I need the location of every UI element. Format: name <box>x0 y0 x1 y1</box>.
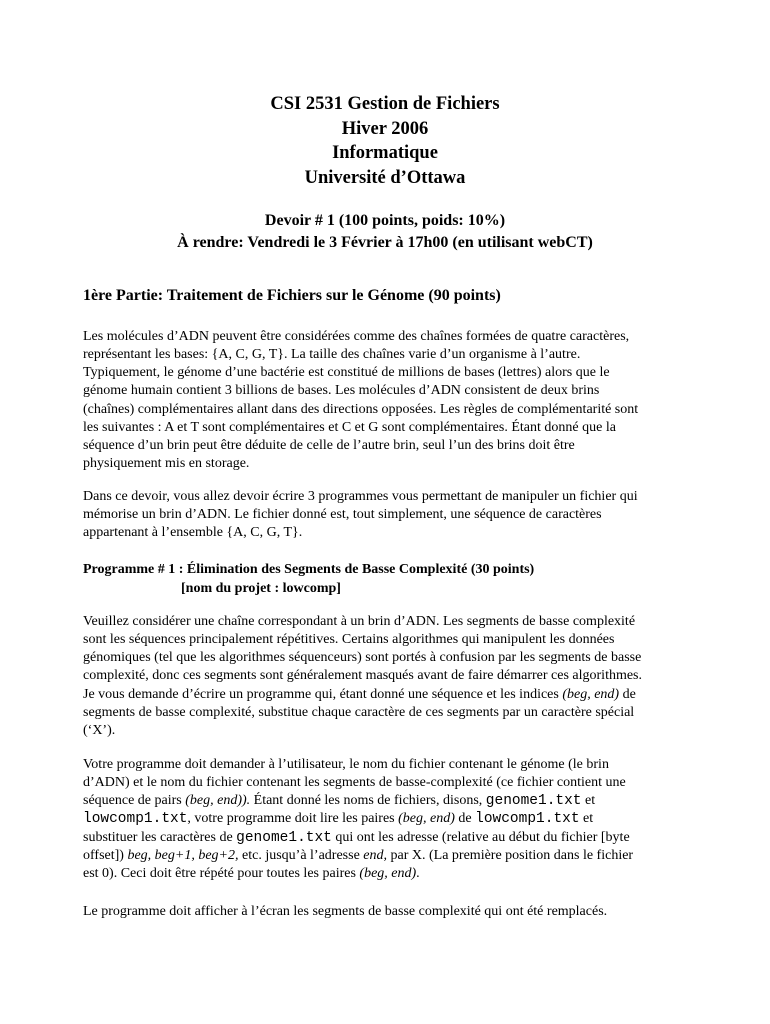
text-line: est 0). Ceci doit être répété pour toutes les paires (beg, end). <box>83 865 420 881</box>
text-line: offset]) beg, beg+1, beg+2, etc. jusqu’à l’adresse end, par X. (La première position dans le fichier <box>83 847 634 863</box>
text-line: représentant les bases: {A, C, G, T}. La taille des chaînes varie d’un organisme à l’autre. <box>83 347 581 363</box>
text-line: appartenant à l’ensemble {A, C, G, T}. <box>83 525 303 541</box>
text-line: séquence d’un brin peut être déduite de celle de l’autre brin, seul l’un des brins doit être <box>83 437 575 453</box>
filename-lowcomp: lowcomp1.txt <box>83 811 188 828</box>
text-line: substituer les caractères de genome1.txt qui ont les adresse (relative au début du fichier [byte <box>83 829 630 846</box>
text-line: d’ADN) et le nom du fichier contenant les segments de basse-complexité (ce fichier contient une <box>83 775 626 791</box>
filename-lowcomp: lowcomp1.txt <box>475 811 580 828</box>
text-line: complexité, donc ces segments sont généralement masqués avant de faire démarrer ces algorithmes. <box>83 668 643 684</box>
part1-heading: 1ère Partie: Traitement de Fichiers sur le Génome (90 points) <box>83 287 501 304</box>
text-line: génome humain contient 3 billions de bases. Les molécules d’ADN consistent de deux brins <box>83 383 600 399</box>
text-line: lowcomp1.txt, votre programme doit lire les paires (beg, end) de lowcomp1.txt et <box>83 811 594 828</box>
text-line: Veuillez considérer une chaîne correspondant à un brin d’ADN. Les segments de basse complexité <box>83 614 636 629</box>
text-line: Typiquement, le génome d’une bactérie est constitué de millions de bases (lettres) alors que le <box>83 365 610 381</box>
text-line: les suivantes : A et T sont complémentaires et C et G sont complémentaires. Étant donné que la <box>83 419 616 435</box>
text-line: segments de basse complexité, substitue chaque caractère de ces segments par un caractère spécial <box>83 704 635 720</box>
part1-paragraph-1 <box>83 328 693 473</box>
filename-genome: genome1.txt <box>485 793 582 810</box>
filename-genome: genome1.txt <box>236 829 332 846</box>
term: Hiver 2006 <box>341 119 429 139</box>
program1-paragraph-2 <box>83 756 693 883</box>
text-line: génomiques (tel que les algorithmes séquenceurs) sont portés à confusion par les segments de basse <box>83 650 642 666</box>
text-line: Je vous demande d’écrire un programme qui, étant donné une séquence et les indices (beg, end) de <box>83 686 636 702</box>
text-line: séquence de pairs (beg, end)). Étant donné les noms de fichiers, disons, genome1.txt et <box>83 793 596 810</box>
university: Université d’Ottawa <box>304 168 466 188</box>
text-line: Les molécules d’ADN peuvent être considérées comme des chaînes formées de quatre caractères, <box>83 329 630 344</box>
assignment-title: Devoir # 1 (100 points, poids: 10%) <box>264 212 506 229</box>
program1-title: Programme # 1 : Élimination des Segments de Basse Complexité (30 points) <box>83 562 535 577</box>
assignment-due: À rendre: Vendredi le 3 Février à 17h00 (en utilisant webCT) <box>177 234 593 251</box>
text-line: Le programme doit afficher à l’écran les segments de basse complexité qui ont été remplacés. <box>83 904 608 919</box>
text-line: (‘X’). <box>83 722 116 738</box>
program1-project: [nom du projet : lowcomp] <box>181 581 341 596</box>
part1-paragraph-2 <box>83 488 693 542</box>
program1-paragraph-3 <box>83 903 693 921</box>
text-line: mémorise un brin d’ADN. Le fichier donné est, tout simplement, une séquence de caractères <box>83 507 602 523</box>
text-line: Votre programme doit demander à l’utilisateur, le nom du fichier contenant le génome (le brin <box>83 757 609 772</box>
text-line: (chaînes) complémentaires allant dans des directions opposées. Les règles de complémentarité sont <box>83 401 639 417</box>
course-title: CSI 2531 Gestion de Fichiers <box>270 94 500 114</box>
text-line: sont les séquences principalement répétitives. Certains algorithmes qui manipulent les données <box>83 632 615 648</box>
text-line: physiquement mis en storage. <box>83 456 250 472</box>
program1-paragraph-1 <box>83 613 693 740</box>
department: Informatique <box>332 143 438 163</box>
text-line: Dans ce devoir, vous allez devoir écrire 3 programmes vous permettant de manipuler un fichier qui <box>83 489 638 504</box>
